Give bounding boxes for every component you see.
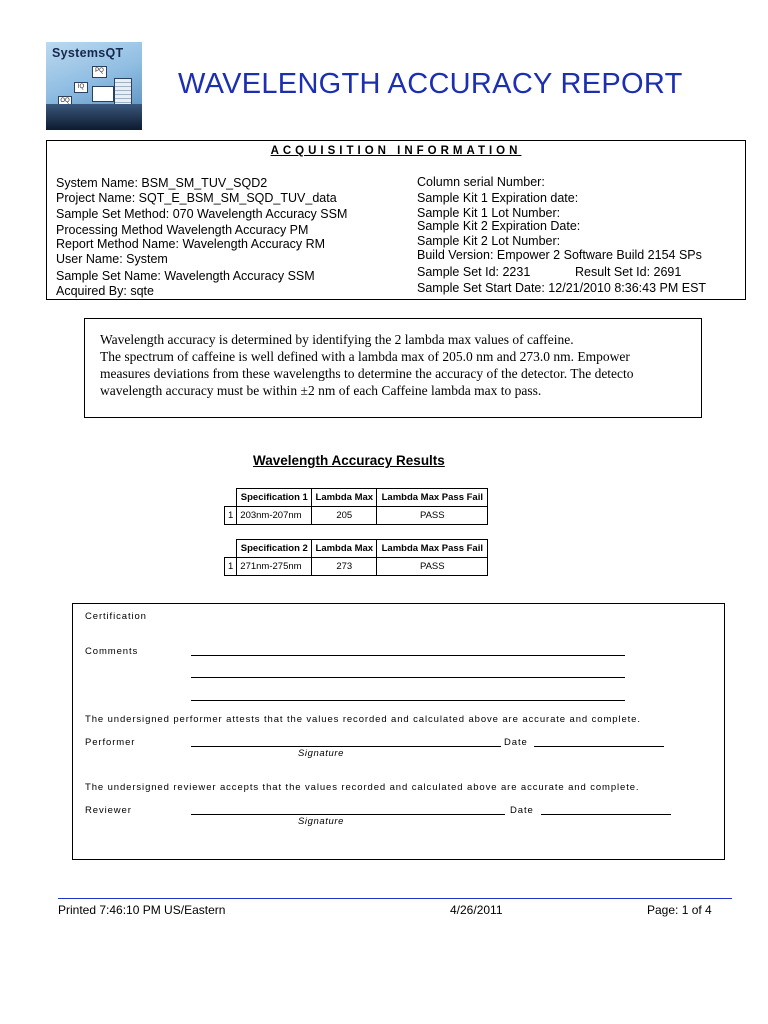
lambda-max-cell: 273 — [312, 558, 377, 576]
table-header: Lambda Max — [312, 489, 377, 507]
table-header: Lambda Max Pass Fail — [377, 489, 488, 507]
lambda-max-cell: 205 — [312, 507, 377, 525]
kit1-expiration: Sample Kit 1 Expiration date: — [417, 191, 579, 205]
table-row — [225, 507, 488, 525]
table-header: Lambda Max Pass Fail — [377, 540, 488, 558]
comments-line[interactable] — [191, 655, 625, 656]
processing-method: Processing Method Wavelength Accuracy PM — [56, 223, 309, 237]
reviewer-date-label: Date — [510, 805, 534, 816]
acquired-by: Acquired By: sqte — [56, 284, 154, 298]
oq-document-icon: OQ — [58, 96, 72, 107]
result-set-id: Result Set Id: 2691 — [575, 265, 682, 279]
sample-set-name: Sample Set Name: Wavelength Accuracy SSM — [56, 269, 315, 283]
report-method-name: Report Method Name: Wavelength Accuracy RM — [56, 237, 326, 251]
logo-brand-text: SystemsQT — [52, 46, 124, 60]
table-row — [225, 558, 488, 576]
pass-fail-cell: PASS — [377, 558, 488, 576]
build-version: Build Version: Empower 2 Software Build 2154 SPs — [417, 248, 702, 262]
reviewer-signature-caption: Signature — [298, 816, 345, 827]
footer-date: 4/26/2011 — [450, 903, 503, 917]
results-title: Wavelength Accuracy Results — [253, 453, 445, 468]
description-line: wavelength accuracy must be within ±2 nm of each Caffeine lambda max to pass. — [100, 383, 542, 398]
monitor-icon — [92, 86, 114, 102]
table-corner — [225, 540, 237, 558]
table-corner — [225, 489, 237, 507]
column-serial-number: Column serial Number: — [417, 175, 545, 189]
performer-signature-caption: Signature — [298, 748, 345, 759]
acquisition-info-box — [46, 140, 746, 300]
reviewer-signature-line[interactable] — [191, 814, 505, 815]
comments-label: Comments — [85, 646, 139, 657]
pq-document-icon: PQ — [92, 66, 107, 78]
comments-line[interactable] — [191, 677, 625, 678]
sample-set-start-date: Sample Set Start Date: 12/21/2010 8:36:43 PM EST — [417, 281, 707, 295]
spec-cell: 271nm-275nm — [237, 558, 312, 576]
iq-document-icon: IQ — [74, 82, 88, 93]
certification-box — [72, 603, 725, 860]
footer-printed: Printed 7:46:10 PM US/Eastern — [58, 903, 226, 917]
acquisition-heading: ACQUISITION INFORMATION — [270, 145, 522, 157]
table-header: Specification 1 — [237, 489, 312, 507]
results-table-1 — [224, 488, 488, 525]
reviewer-statement: The undersigned reviewer accepts that the values recorded and calculated above are accurate and complete. — [85, 782, 640, 793]
description-line: measures deviations from these wavelengths to determine the accuracy of the detector. The detecto — [100, 366, 634, 381]
row-index: 1 — [225, 558, 237, 576]
reviewer-date-line[interactable] — [541, 814, 671, 815]
sample-set-id: Sample Set Id: 2231 — [417, 265, 531, 279]
reviewer-label: Reviewer — [85, 805, 132, 816]
footer-page: Page: 1 of 4 — [647, 903, 712, 917]
report-title: WAVELENGTH ACCURACY REPORT — [178, 68, 683, 100]
spec-cell: 203nm-207nm — [237, 507, 312, 525]
user-name: User Name: System — [56, 252, 168, 266]
description-box — [84, 318, 702, 418]
sample-set-method: Sample Set Method: 070 Wavelength Accuracy SSM — [56, 207, 348, 221]
kit2-lot: Sample Kit 2 Lot Number: — [417, 234, 561, 248]
description-line: The spectrum of caffeine is well defined with a lambda max of 205.0 nm and 273.0 nm. Empower — [100, 349, 630, 364]
performer-signature-line[interactable] — [191, 746, 501, 747]
performer-label: Performer — [85, 737, 136, 748]
performer-date-line[interactable] — [534, 746, 664, 747]
performer-date-label: Date — [504, 737, 528, 748]
kit2-expiration: Sample Kit 2 Expiration Date: — [417, 219, 581, 233]
certification-heading: Certification — [85, 611, 147, 622]
project-name: Project Name: SQT_E_BSM_SM_SQD_TUV_data — [56, 191, 337, 205]
table-header: Specification 2 — [237, 540, 312, 558]
footer-rule — [58, 898, 732, 899]
systemsqt-logo — [46, 42, 142, 130]
kit1-lot: Sample Kit 1 Lot Number: — [417, 206, 561, 220]
logo-ground — [46, 104, 142, 130]
system-name: System Name: BSM_SM_TUV_SQD2 — [56, 176, 268, 190]
row-index: 1 — [225, 507, 237, 525]
performer-statement: The undersigned performer attests that the values recorded and calculated above are accurate and complete. — [85, 714, 641, 725]
comments-line[interactable] — [191, 700, 625, 701]
results-table-2 — [224, 539, 488, 576]
table-header: Lambda Max — [312, 540, 377, 558]
description-line: Wavelength accuracy is determined by identifying the 2 lambda max values of caffeine. — [100, 332, 574, 347]
pass-fail-cell: PASS — [377, 507, 488, 525]
